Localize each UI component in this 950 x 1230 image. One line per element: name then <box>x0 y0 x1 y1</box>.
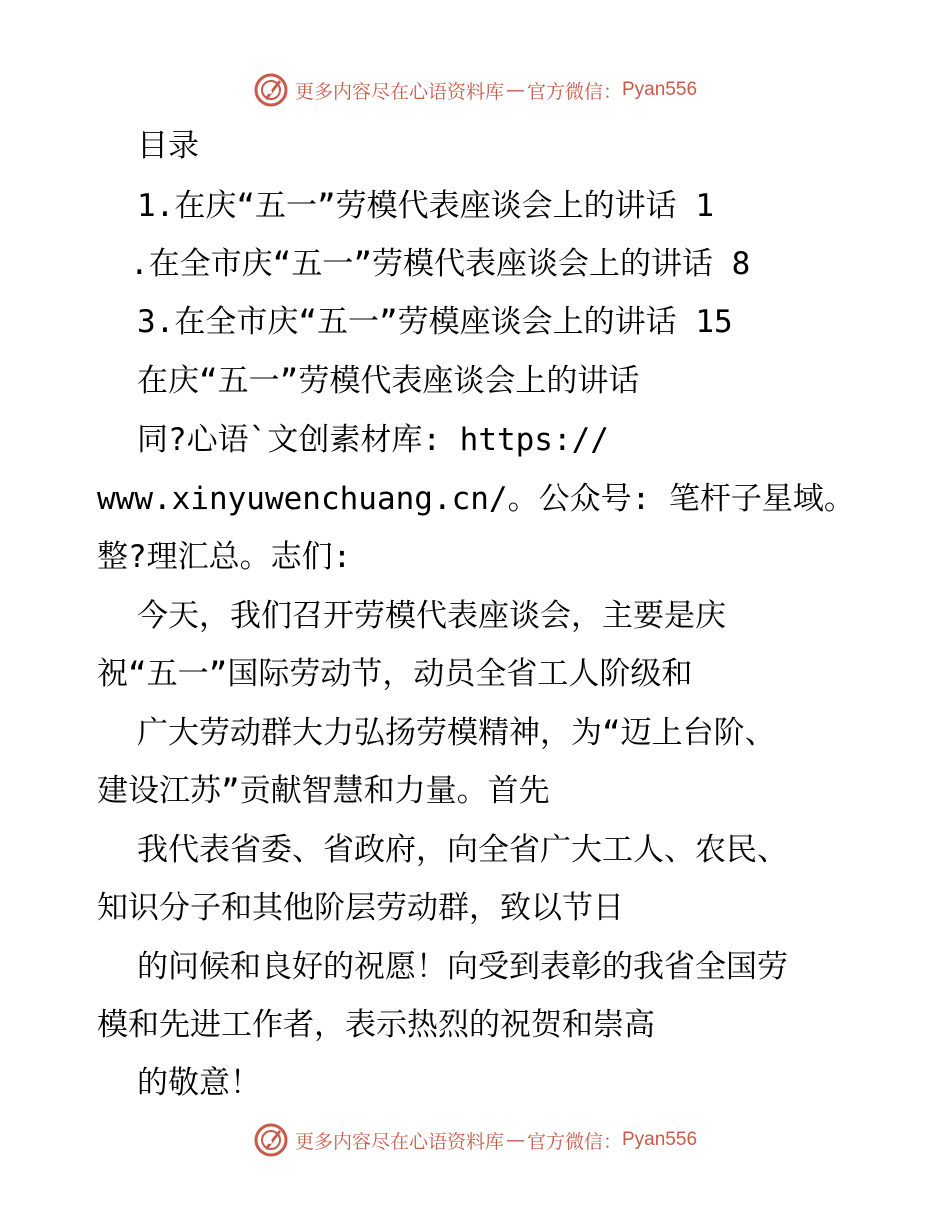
header-banner-text: 更多内容尽在心语资料库 <box>294 80 504 103</box>
toc-item: 3.在全市庆“五一”劳模座谈会上的讲话 15 <box>137 304 733 340</box>
body-line: 知识分子和其他阶层劳动群，致以节日 <box>97 890 624 926</box>
footer-banner[interactable] <box>0 1120 950 1160</box>
header-banner[interactable] <box>0 70 950 110</box>
toc-title: 目录 <box>137 128 199 164</box>
toc-item: .在全市庆“五一”劳模代表座谈会上的讲话 8 <box>130 246 751 282</box>
body-line: www.xinyuwenchuang.cn/。公众号: 笔杆子星域。 <box>97 481 855 517</box>
body-line: 的敬意！ <box>137 1065 261 1101</box>
body-line: 同?心语`文创素材库: https:// <box>137 422 609 458</box>
footer-banner-label: 官方微信： <box>526 1130 622 1153</box>
body-line: 整?理汇总。志们: <box>97 539 352 575</box>
speech-title: 在庆“五一”劳模代表座谈会上的讲话 <box>137 363 640 399</box>
quill-logo-icon <box>253 72 289 108</box>
body-line: 建设江苏”贡献智慧和力量。首先 <box>97 773 550 809</box>
header-banner-label: 官方微信： <box>526 80 622 103</box>
body-line: 我代表省委、省政府，向全省广大工人、农民、 <box>137 832 788 868</box>
footer-banner-account: Pyan556 <box>622 1129 698 1150</box>
body-line: 今天，我们召开劳模代表座谈会，主要是庆 <box>137 598 726 634</box>
quill-logo-icon <box>253 1122 289 1158</box>
body-line: 的问候和良好的祝愿！向受到表彰的我省全国劳 <box>137 949 788 985</box>
body-line: 模和先进工作者，表示热烈的祝贺和崇高 <box>97 1007 655 1043</box>
footer-banner-dash: — <box>505 1129 525 1151</box>
footer-banner-text: 更多内容尽在心语资料库 <box>294 1130 504 1153</box>
body-line: 祝“五一”国际劳动节，动员全省工人阶级和 <box>97 656 693 692</box>
body-line: 广大劳动群大力弘扬劳模精神，为“迈上台阶、 <box>137 715 776 751</box>
toc-item: 1.在庆“五一”劳模代表座谈会上的讲话 1 <box>137 188 714 224</box>
header-banner-dash: — <box>505 79 525 101</box>
header-banner-account: Pyan556 <box>622 79 698 100</box>
